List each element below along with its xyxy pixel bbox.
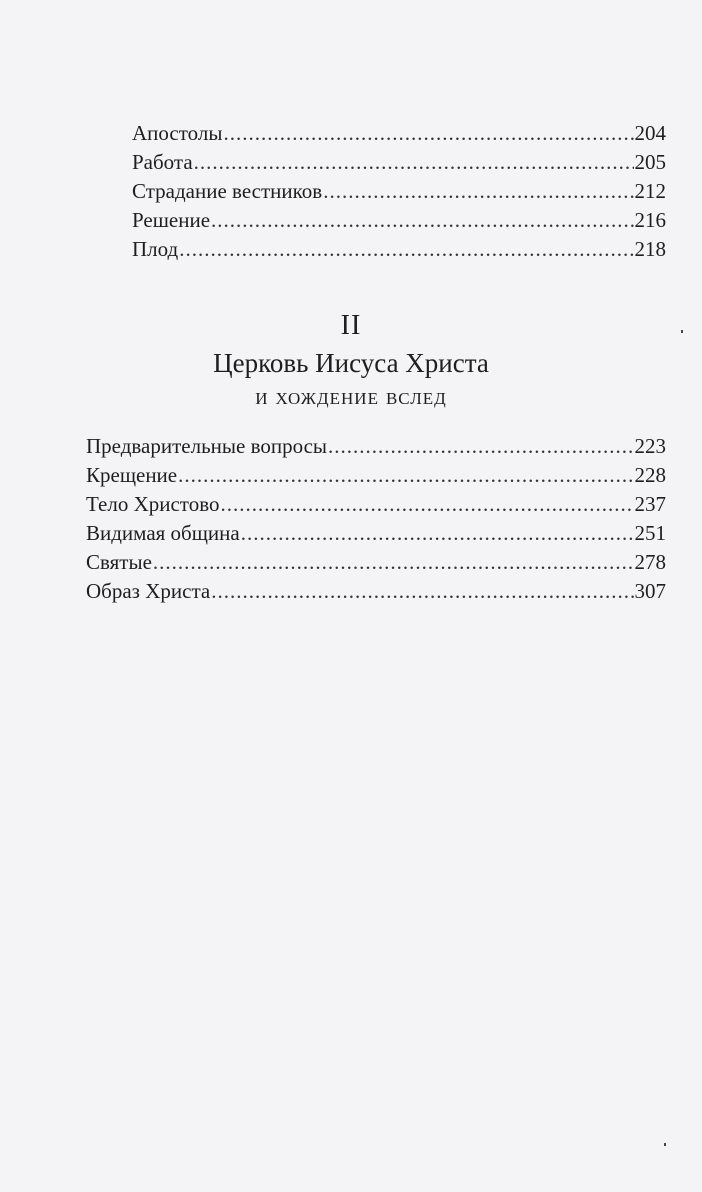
toc-entry	[132, 235, 666, 264]
toc-entry	[132, 148, 666, 177]
dot-leader	[179, 235, 633, 264]
toc-section-part-two	[86, 432, 666, 606]
toc-entry-page: 218	[634, 237, 666, 261]
toc-entry-page: 237	[634, 492, 666, 516]
toc-entry-title: Работа	[132, 150, 193, 174]
toc-entry	[86, 432, 666, 461]
toc-entry	[132, 119, 666, 148]
toc-entry-title: Апостолы	[132, 121, 223, 145]
toc-entry	[86, 577, 666, 606]
toc-entry	[132, 177, 666, 206]
dot-leader	[194, 148, 634, 177]
dot-leader	[220, 490, 633, 519]
dot-leader	[241, 519, 634, 548]
toc-entry-page: 251	[634, 521, 666, 545]
dot-leader	[328, 432, 633, 461]
toc-section-top	[132, 119, 666, 264]
part-subtitle: и хождение вслед	[255, 384, 447, 410]
toc-entry-title: Видимая община	[86, 521, 240, 545]
toc-entry-title: Святые	[86, 550, 152, 574]
dot-leader	[178, 461, 633, 490]
toc-entry-title: Предварительные вопросы	[86, 434, 328, 458]
toc-entry-page: 228	[634, 463, 666, 487]
toc-entry-page: 307	[634, 579, 666, 603]
toc-entry-page: 204	[634, 121, 666, 145]
toc-entry	[86, 519, 666, 548]
toc-entry-title: Тело Христово	[86, 492, 220, 516]
toc-entry	[132, 206, 666, 235]
toc-entry-title: Решение	[132, 208, 211, 232]
dot-leader	[153, 548, 634, 577]
toc-entry	[86, 490, 666, 519]
dot-leader	[323, 177, 633, 206]
toc-entry-title: Страдание вестников	[132, 179, 323, 203]
toc-entry	[86, 461, 666, 490]
print-speck	[681, 330, 683, 333]
toc-entry-page: 205	[634, 150, 666, 174]
toc-entry-page: 223	[634, 434, 666, 458]
toc-entry-title: Образ Христа	[86, 579, 211, 603]
part-number: II	[340, 310, 362, 341]
toc-entry-page: 216	[634, 208, 666, 232]
toc-entry	[86, 548, 666, 577]
dot-leader	[211, 206, 633, 235]
toc-entry-title: Плод	[132, 237, 179, 261]
dot-leader	[211, 577, 633, 606]
toc-entry-title: Крещение	[86, 463, 178, 487]
toc-entry-page: 212	[634, 179, 666, 203]
part-title: Церковь Иисуса Христа	[213, 348, 489, 378]
dot-leader	[223, 119, 633, 148]
toc-entry-page: 278	[634, 550, 666, 574]
print-speck	[664, 1143, 666, 1146]
